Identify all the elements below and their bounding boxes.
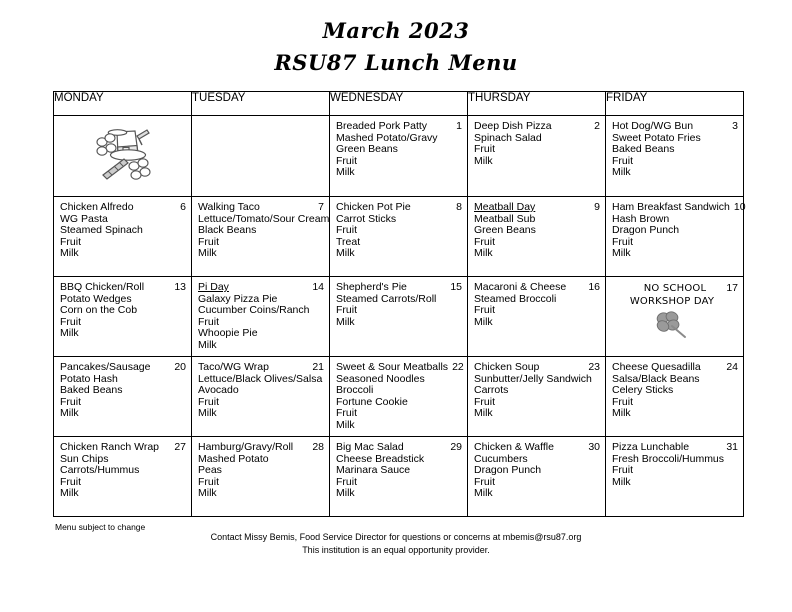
menu-item: Baked Beans <box>60 384 123 397</box>
calendar-cell-empty <box>192 116 330 197</box>
menu-item: Fruit <box>60 235 81 248</box>
menu-item-main: Chicken Alfredo <box>60 201 134 213</box>
cell-content <box>54 437 191 500</box>
menu-first-line <box>60 282 186 294</box>
cell-content <box>192 277 329 352</box>
menu-item: Mashed Potato <box>198 452 269 465</box>
menu-item: Fruit <box>612 235 633 248</box>
menu-item: Sweet Potato Fries <box>612 131 701 144</box>
menu-item: Fruit <box>474 304 495 317</box>
calendar-cell-menu <box>330 277 468 357</box>
calendar-day-number: 2 <box>594 120 600 132</box>
menu-item: Fruit <box>474 143 495 156</box>
cell-content <box>468 357 605 420</box>
menu-first-line <box>336 202 462 214</box>
cell-content <box>468 197 605 260</box>
calendar-cell-menu <box>192 277 330 357</box>
calendar-header-row <box>54 92 744 116</box>
calendar-cell-menu <box>330 197 468 277</box>
menu-item: Milk <box>612 475 631 488</box>
menu-item: Milk <box>336 418 355 431</box>
menu-item: Milk <box>336 487 355 500</box>
calendar-day-number: 17 <box>726 282 738 294</box>
cell-content <box>192 357 329 420</box>
leprechaun-hat-shamrock-icon <box>90 122 156 184</box>
calendar-week-row <box>54 357 744 437</box>
calendar-cell-menu <box>468 116 606 197</box>
menu-item-main: Pizza Lunchable <box>612 441 690 453</box>
calendar-day-number: 20 <box>174 361 186 373</box>
menu-item: Fruit <box>198 315 219 328</box>
menu-item: Fruit <box>336 304 357 317</box>
menu-item: Fruit <box>60 475 81 488</box>
calendar-day-number: 10 <box>733 201 746 213</box>
menu-item: Fruit <box>612 154 633 167</box>
menu-item: Fruit <box>198 235 219 248</box>
menu-item-main: Pi Day <box>198 281 229 293</box>
menu-item: Steamed Spinach <box>60 224 143 237</box>
menu-item: Milk <box>612 407 631 420</box>
cell-content <box>330 277 467 328</box>
no-school-label: NO SCHOOL <box>643 283 707 294</box>
calendar-cell-menu <box>192 437 330 517</box>
lunch-menu-calendar <box>53 91 744 517</box>
calendar-body <box>54 116 744 517</box>
menu-item: Milk <box>336 315 355 328</box>
menu-first-line <box>198 362 324 374</box>
calendar-cell-menu <box>192 197 330 277</box>
menu-item: Meatball Sub <box>474 212 536 225</box>
cell-content <box>330 116 467 179</box>
menu-item: Corn on the Cob <box>60 304 138 317</box>
menu-item: Milk <box>60 327 79 340</box>
calendar-day-number: 24 <box>726 361 738 373</box>
menu-item: Potato Hash <box>60 372 118 385</box>
menu-item: Fruit <box>474 475 495 488</box>
menu-first-line <box>198 282 324 294</box>
menu-item: Carrots/Hummus <box>60 464 140 477</box>
cell-content <box>468 437 605 500</box>
menu-first-line <box>336 362 462 374</box>
calendar-week-row <box>54 197 744 277</box>
menu-item-main: Breaded Pork Patty <box>336 120 428 132</box>
calendar-day-number: 15 <box>450 281 462 293</box>
cell-content <box>330 197 467 260</box>
menu-item-main: Big Mac Salad <box>336 441 404 453</box>
calendar-day-number: 21 <box>312 361 324 373</box>
calendar-day-number: 13 <box>174 281 186 293</box>
footer-contact-line: Contact Missy Bemis, Food Service Director for questions or concerns at mbemis@rsu87.org <box>210 532 582 542</box>
calendar-cell-menu <box>468 437 606 517</box>
menu-first-line <box>336 121 462 133</box>
menu-item-main: Sweet & Sour Meatballs <box>336 361 449 373</box>
menu-item: Baked Beans <box>612 143 675 156</box>
calendar-header-friday: FRIDAY <box>606 92 744 116</box>
calendar-cell-no-school <box>606 277 744 357</box>
menu-item: Celery Sticks <box>612 384 674 397</box>
menu-first-line <box>612 442 738 454</box>
calendar-header-tuesday: TUESDAY <box>192 92 330 116</box>
calendar-cell-menu <box>468 277 606 357</box>
menu-item-main: Deep Dish Pizza <box>474 120 552 132</box>
menu-first-line <box>474 442 600 454</box>
menu-first-line <box>336 282 462 294</box>
menu-item: WG Pasta <box>60 212 108 225</box>
menu-item: Milk <box>60 247 79 260</box>
menu-item: Fruit <box>60 315 81 328</box>
four-leaf-clover-icon <box>651 310 691 340</box>
calendar-header-monday: MONDAY <box>54 92 192 116</box>
menu-item: Fruit <box>336 407 357 420</box>
menu-item: Seasoned Noodles <box>336 372 425 385</box>
calendar-day-number: 8 <box>456 201 462 213</box>
calendar-day-number: 1 <box>456 120 462 132</box>
calendar-week-row <box>54 277 744 357</box>
cell-content <box>606 116 743 179</box>
menu-item: Mashed Potato/Gravy <box>336 131 438 144</box>
cell-content <box>54 277 191 340</box>
menu-item-main: Shepherd's Pie <box>336 281 407 293</box>
menu-item: Cheese Breadstick <box>336 452 425 465</box>
menu-item: Green Beans <box>336 143 398 156</box>
calendar-cell-graphic <box>54 116 192 197</box>
footer-eeo-line: This institution is an equal opportunity provider. <box>302 545 490 555</box>
menu-item-main: Chicken & Waffle <box>474 441 554 453</box>
cell-content <box>606 357 743 420</box>
menu-item: Carrot Sticks <box>336 212 397 225</box>
calendar-cell-menu <box>192 357 330 437</box>
menu-item: Black Beans <box>198 224 257 237</box>
menu-first-line <box>60 442 186 454</box>
calendar-cell-menu <box>330 357 468 437</box>
calendar-cell-menu <box>54 437 192 517</box>
title-month: March 2023 <box>322 18 470 43</box>
menu-first-line <box>474 282 600 294</box>
cell-content <box>468 277 605 328</box>
cell-content <box>192 437 329 500</box>
menu-item: Green Beans <box>474 224 536 237</box>
menu-first-line <box>612 121 738 133</box>
calendar-day-number: 6 <box>180 201 186 213</box>
menu-item-main: BBQ Chicken/Roll <box>60 281 145 293</box>
menu-item: Milk <box>198 247 217 260</box>
menu-item: Treat <box>336 235 361 248</box>
calendar-day-number: 14 <box>312 281 324 293</box>
menu-item-main: Chicken Soup <box>474 361 540 373</box>
menu-item: Cucumber Coins/Ranch <box>198 304 310 317</box>
no-school-first-line <box>612 282 738 295</box>
menu-item: Marinara Sauce <box>336 464 411 477</box>
menu-item-main: Walking Taco <box>198 201 260 213</box>
menu-item-main: Hamburg/Gravy/Roll <box>198 441 294 453</box>
calendar-cell-menu <box>54 357 192 437</box>
calendar-week-row <box>54 116 744 197</box>
menu-item: Sunbutter/Jelly Sandwich <box>474 372 592 385</box>
menu-item-main: Chicken Ranch Wrap <box>60 441 160 453</box>
calendar-cell-menu <box>54 197 192 277</box>
calendar-cell-menu <box>606 116 744 197</box>
menu-first-line <box>60 362 186 374</box>
menu-item: Fruit <box>474 395 495 408</box>
menu-item: Galaxy Pizza Pie <box>198 292 278 305</box>
cell-content <box>606 437 743 488</box>
menu-item: Milk <box>60 487 79 500</box>
menu-item: Dragon Punch <box>612 224 680 237</box>
menu-item: Fruit <box>336 154 357 167</box>
calendar-day-number: 28 <box>312 441 324 453</box>
menu-item-main: Chicken Pot Pie <box>336 201 411 213</box>
cell-content <box>606 277 743 344</box>
holiday-clipart <box>54 116 191 184</box>
menu-item: Broccoli <box>336 384 374 397</box>
menu-item: Fruit <box>336 224 357 237</box>
calendar-day-number: 27 <box>174 441 186 453</box>
cell-content <box>330 437 467 500</box>
menu-subject-to-change-note: Menu subject to change <box>55 522 146 532</box>
menu-item-main: Ham Breakfast Sandwich <box>612 201 730 213</box>
menu-item: Peas <box>198 464 222 477</box>
calendar-week-row <box>54 437 744 517</box>
menu-item: Milk <box>198 407 217 420</box>
menu-first-line <box>474 202 600 214</box>
menu-item: Milk <box>474 407 493 420</box>
menu-item-main: Hot Dog/WG Bun <box>612 120 694 132</box>
menu-item: Fruit <box>612 395 633 408</box>
menu-item: Milk <box>612 247 631 260</box>
menu-item: Lettuce/Tomato/Sour Cream <box>198 212 330 225</box>
menu-item: Avocado <box>198 384 239 397</box>
cell-content <box>54 357 191 420</box>
menu-item: Steamed Carrots/Roll <box>336 292 437 305</box>
clover-clipart <box>612 310 738 344</box>
calendar-day-number: 29 <box>450 441 462 453</box>
calendar-header-thursday: THURSDAY <box>468 92 606 116</box>
calendar-cell-menu <box>468 357 606 437</box>
menu-item: Fruit <box>198 395 219 408</box>
cell-content <box>330 357 467 432</box>
menu-item: Fruit <box>612 464 633 477</box>
calendar-cell-menu <box>330 437 468 517</box>
menu-item: Milk <box>474 315 493 328</box>
title-menu: RSU87 Lunch Menu <box>274 50 518 75</box>
menu-item: Milk <box>60 407 79 420</box>
menu-item: Fruit <box>336 475 357 488</box>
calendar-day-number: 9 <box>594 201 600 213</box>
cell-content <box>468 116 605 167</box>
calendar-day-number: 7 <box>318 201 324 213</box>
menu-item: Dragon Punch <box>474 464 542 477</box>
menu-item: Steamed Broccoli <box>474 292 557 305</box>
menu-item: Milk <box>198 338 217 351</box>
menu-item: Milk <box>336 247 355 260</box>
menu-item: Lettuce/Black Olives/Salsa <box>198 372 323 385</box>
menu-first-line <box>336 442 462 454</box>
menu-item: Cucumbers <box>474 452 528 465</box>
menu-item: Potato Wedges <box>60 292 132 305</box>
menu-item: Whoopie Pie <box>198 327 258 340</box>
menu-item-main: Macaroni & Cheese <box>474 281 567 293</box>
cell-content <box>54 197 191 260</box>
menu-first-line <box>474 362 600 374</box>
calendar-header-wednesday: WEDNESDAY <box>330 92 468 116</box>
menu-item: Sun Chips <box>60 452 109 465</box>
menu-item: Fresh Broccoli/Hummus <box>612 452 725 465</box>
menu-item-main: Cheese Quesadilla <box>612 361 701 373</box>
calendar-cell-menu <box>606 437 744 517</box>
calendar-cell-menu <box>606 357 744 437</box>
calendar-cell-menu <box>468 197 606 277</box>
calendar-day-number: 23 <box>588 361 600 373</box>
cell-content <box>192 197 329 260</box>
menu-item: Fruit <box>60 395 81 408</box>
calendar-cell-menu <box>330 116 468 197</box>
calendar-day-number: 16 <box>588 281 600 293</box>
menu-item: Fruit <box>198 475 219 488</box>
footer-block <box>0 531 792 557</box>
menu-item: Milk <box>474 487 493 500</box>
document-title-block <box>0 18 792 76</box>
menu-item: Milk <box>474 154 493 167</box>
menu-first-line <box>198 442 324 454</box>
menu-item: Milk <box>336 166 355 179</box>
calendar-day-number: 30 <box>588 441 600 453</box>
menu-first-line <box>612 362 738 374</box>
menu-first-line <box>198 202 324 214</box>
menu-item: Hash Brown <box>612 212 670 225</box>
menu-item: Salsa/Black Beans <box>612 372 700 385</box>
calendar-day-number: 3 <box>732 120 738 132</box>
menu-item: Milk <box>612 166 631 179</box>
calendar-day-number: 31 <box>726 441 738 453</box>
calendar-cell-menu <box>54 277 192 357</box>
cell-content <box>606 197 746 260</box>
menu-item-main: Taco/WG Wrap <box>198 361 269 373</box>
menu-item: Spinach Salad <box>474 131 542 144</box>
menu-item-main: Pancakes/Sausage <box>60 361 151 373</box>
calendar-cell-menu <box>606 197 744 277</box>
menu-first-line <box>60 202 186 214</box>
menu-item: Milk <box>198 487 217 500</box>
menu-item-main: Meatball Day <box>474 201 536 213</box>
menu-item: Carrots <box>474 384 509 397</box>
menu-first-line <box>474 121 600 133</box>
menu-item: Fruit <box>474 235 495 248</box>
menu-item: Milk <box>474 247 493 260</box>
workshop-day-label: WORKSHOP DAY <box>629 296 715 307</box>
menu-item: Fortune Cookie <box>336 395 408 408</box>
menu-first-line <box>612 201 746 214</box>
calendar-day-number: 22 <box>452 361 464 373</box>
